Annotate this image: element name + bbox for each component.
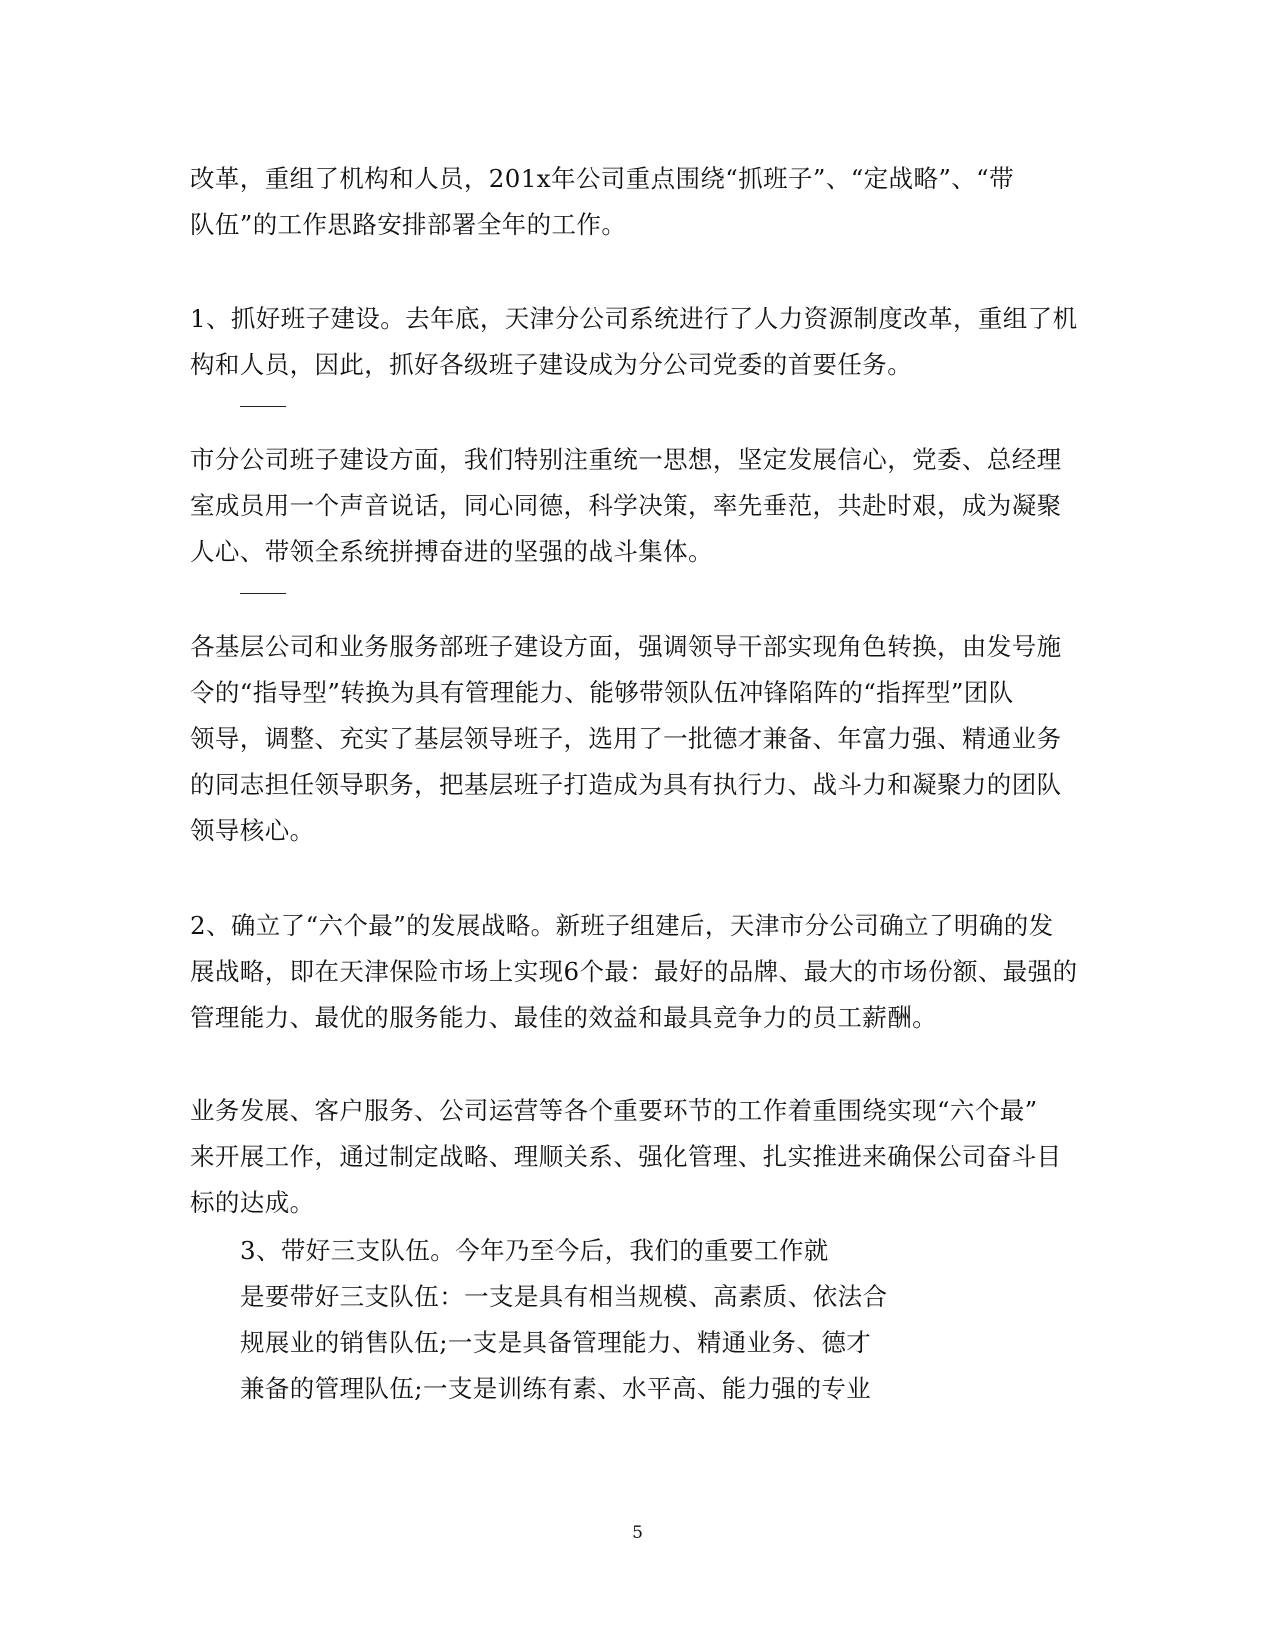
paragraph-line: 管理能力、最优的服务能力、最佳的效益和最具竞争力的员工薪酬。 [190, 1003, 937, 1032]
paragraph-line: 兼备的管理队伍;一支是训练有素、水平高、能力强的专业 [240, 1374, 872, 1403]
paragraph-line: 的同志担任领导职务，把基层班子打造成为具有执行力、战斗力和凝聚力的团队 [190, 770, 1062, 799]
paragraph-line: 领导，调整、充实了基层领导班子，选用了一批德才兼备、年富力强、精通业务 [190, 724, 1062, 753]
paragraph-line: 市分公司班子建设方面，我们特别注重统一思想，坚定发展信心，党委、总经理 [190, 445, 1062, 474]
paragraph-line: 3、带好三支队伍。今年乃至今后，我们的重要工作就 [240, 1236, 829, 1265]
em-dash-separator [240, 593, 286, 594]
paragraph-line: 队伍”的工作思路安排部署全年的工作。 [190, 210, 627, 239]
paragraph-line: 展战略，即在天津保险市场上实现6个最：最好的品牌、最大的市场份额、最强的 [190, 957, 1078, 986]
paragraph-line: 来开展工作，通过制定战略、理顺关系、强化管理、扎实推进来确保公司奋斗目 [190, 1142, 1062, 1171]
paragraph-line: 室成员用一个声音说话，同心同德，科学决策，率先垂范，共赴时艰，成为凝聚 [190, 491, 1062, 520]
paragraph-line: 领导核心。 [190, 816, 315, 845]
paragraph-line: 是要带好三支队伍：一支是具有相当规模、高素质、依法合 [240, 1282, 888, 1311]
paragraph-line: 规展业的销售队伍;一支是具备管理能力、精通业务、德才 [240, 1328, 872, 1357]
page-number: 5 [632, 1523, 643, 1543]
paragraph-line: 改革，重组了机构和人员，201x年公司重点围绕“抓班子”、“定战略”、“带 [190, 164, 1015, 193]
paragraph-line: 令的“指导型”转换为具有管理能力、能够带领队伍冲锋陷阵的“指挥型”团队 [190, 678, 1014, 707]
paragraph-line: 构和人员，因此，抓好各级班子建设成为分公司党委的首要任务。 [190, 350, 913, 379]
paragraph-line: 各基层公司和业务服务部班子建设方面，强调领导干部实现角色转换，由发号施 [190, 632, 1062, 661]
paragraph-line: 标的达成。 [190, 1188, 315, 1217]
em-dash-separator [240, 406, 286, 407]
paragraph-line: 2、确立了“六个最”的发展战略。新班子组建后，天津市分公司确立了明确的发 [190, 911, 1054, 940]
paragraph-line: 人心、带领全系统拼搏奋进的坚强的战斗集体。 [190, 537, 713, 566]
paragraph-line: 1、抓好班子建设。去年底，天津分公司系统进行了人力资源制度改革，重组了机 [190, 304, 1078, 333]
paragraph-line: 业务发展、客户服务、公司运营等各个重要环节的工作着重围绕实现“六个最” [190, 1096, 1038, 1125]
